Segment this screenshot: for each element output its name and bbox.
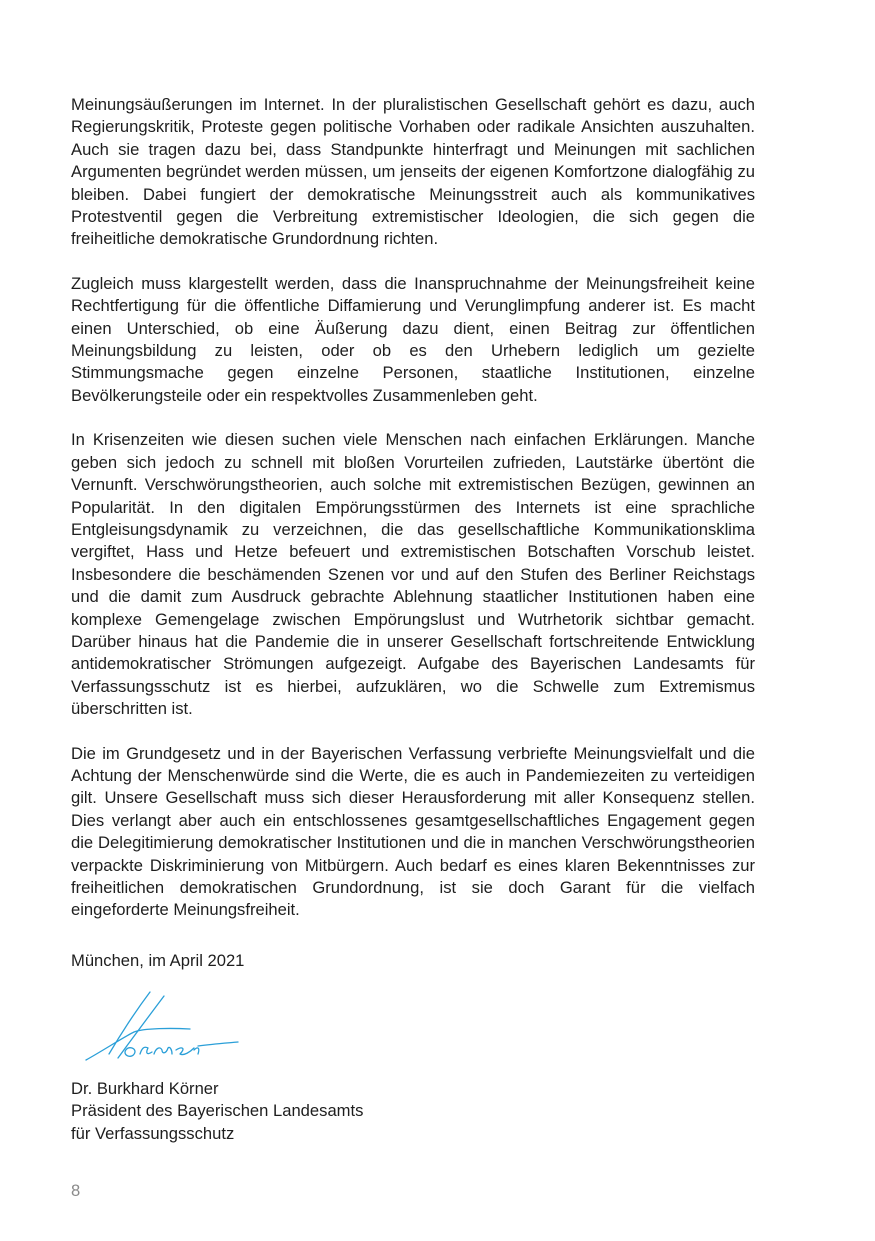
- signer-block: [71, 1078, 363, 1145]
- body-paragraph-4: Die im Grundgesetz und in der Bayerischen Verfassung verbriefte Meinungsvielfalt und die Achtung der Menschenwürde sind die Werte, die es auch in Pandemiezeiten zu verteidigen gilt. Unsere Gesellschaft muss sich dieser Herausforderung mit aller Konsequenz stellen. Dies verlangt aber auch ein entschlossenes gesamtgesellschaftliches Engagement gegen die Delegitimierung demokratischer Institutionen und die in manchen Verschwörungstheorien verpackte Diskriminierung von Mitbürgern. Auch bedarf es eines klaren Bekenntnisses zur freiheitlichen demokratischen Grundordnung, ist sie doch Garant für die vielfach eingeforderte Meinungsfreiheit.: [71, 743, 755, 920]
- document-body: [71, 94, 755, 944]
- signer-role-line-1: Präsident des Bayerischen Landesamts: [71, 1101, 364, 1121]
- body-paragraph-2: Zugleich muss klargestellt werden, dass die Inanspruchnahme der Meinungsfreiheit keine Rechtfertigung für die öffentliche Diffamierung und Verunglimpfung anderer ist. Es macht einen Unterschied, ob eine Äußerung dazu dient, einen Beitrag zur öffentlichen Meinungsbildung zu leisten, oder ob es den Urhebern lediglich um gezielte Stimmungsmache gegen einzelne Personen, staatliche Institutionen, einzelne Bevölkerungsteile oder ein respektvolles Zusammenleben geht.: [71, 273, 755, 405]
- body-paragraph-3: In Krisenzeiten wie diesen suchen viele Menschen nach einfachen Erklärungen. Manche geben sich jedoch zu schnell mit bloßen Vorurteilen zufrieden, Lautstärke übertönt die Vernunft. Verschwörungstheorien, auch solche mit extremistischen Bezügen, gewinnen an Popularität. In den digitalen Empörungsstürmen des Internets ist eine sprachliche Entgleisungsdynamik zu verzeichnen, die das gesellschaftliche Kommunikationsklima vergiftet, Hass und Hetze befeuert und extremistischen Botschaften Vorschub leistet. Insbesondere die beschämenden Szenen vor und auf den Stufen des Berliner Reichstags und die damit zum Ausdruck gebrachte Ablehnung staatlicher Institutionen haben eine komplexe Gemengelage zwischen Empörungslust und Wutrhetorik sichtbar gemacht. Darüber hinaus hat die Pandemie die in unserer Gesellschaft fortschreitende Entwicklung antidemokratischer Strömungen aufgezeigt. Aufgabe des Bayerischen Landesamts für Verfassungsschutz ist es hierbei, aufzuklären, wo die Schwelle zum Extremismus überschritten ist.: [71, 430, 755, 719]
- page-number: 8: [71, 1181, 81, 1200]
- handwritten-signature: [82, 988, 242, 1066]
- signer-role-line-2: für Verfassungsschutz: [71, 1123, 235, 1143]
- signer-name: Dr. Burkhard Körner: [71, 1079, 219, 1098]
- body-paragraph-1: Meinungsäußerungen im Internet. In der pluralistischen Gesellschaft gehört es dazu, auch Regierungskritik, Proteste gegen politische Vorhaben oder radikale Ansichten auszuhalten. Auch sie tragen dazu bei, dass Standpunkte hinterfragt und Meinungen mit sachlichen Argumenten begründet werden müssen, um jenseits der eigenen Komfortzone dialogfähig zu bleiben. Dabei fungiert der demokratische Meinungsstreit auch als kommunikatives Protestventil gegen die Verbreitung extremistischer Ideologien, die sich gegen die freiheitliche demokratische Grundordnung richten.: [71, 95, 755, 249]
- place-date: München, im April 2021: [71, 951, 245, 970]
